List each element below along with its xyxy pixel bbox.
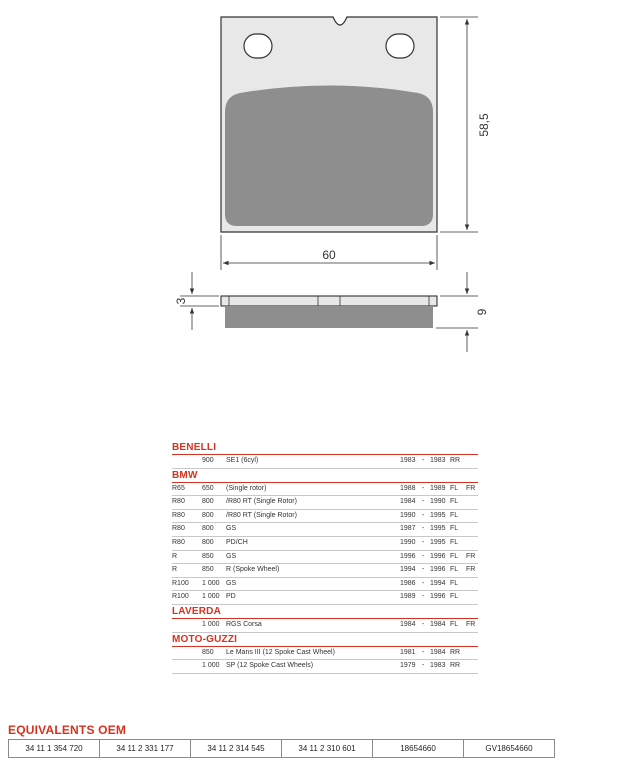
cell-from: 1986 [400,579,416,587]
cell-cc: 1 000 [202,579,220,587]
cell-to: 1983 [430,457,446,464]
cell-from: 1983 [400,457,416,464]
cell-desc: SE1 (6cyl) [226,457,259,464]
cell-from: 1988 [400,484,416,492]
cell-desc: GS [226,525,237,533]
year-range-dash: - [422,648,425,656]
oem-number: GV18654660 [464,740,555,758]
cell-pos2: FR [466,484,476,492]
year-range-dash: - [422,552,425,560]
cell-desc: GS [226,579,237,587]
cell-cc: 650 [202,484,214,492]
cell-to: 1990 [430,498,446,506]
oem-number: 18654660 [373,740,464,758]
cell-pos2: FR [466,620,476,628]
cell-desc: /R80 RT (Single Rotor) [226,511,297,519]
cell-model: R100 [172,579,189,587]
application-row [172,578,478,592]
cell-pos1: FL [450,566,459,574]
cell-to: 1996 [430,566,446,574]
cell-to: 1996 [430,593,446,601]
manufacturer-heading: BMW [172,469,478,483]
manufacturer-heading: BENELLI [172,441,478,455]
year-range-dash: - [422,484,425,492]
cell-cc: 800 [202,538,214,546]
application-row [172,523,478,537]
manufacturer-heading: LAVERDA [172,605,478,619]
plate-thickness-label: 3 [174,297,188,305]
application-row [172,455,478,469]
year-range-dash: - [422,498,425,506]
cell-model: R100 [172,593,189,601]
cell-pos1: FL [450,552,459,560]
cell-pos2: FR [466,552,476,560]
year-range-dash: - [422,662,425,670]
cell-to: 1983 [430,662,446,670]
cell-to: 1995 [430,511,446,519]
cell-model: R80 [172,498,185,506]
oem-row [9,740,555,758]
cell-to: 1995 [430,525,446,533]
cell-cc: 900 [202,457,214,464]
width-dimension-label: 60 [322,248,336,262]
cell-to: 1994 [430,579,446,587]
manufacturer-heading: MOTO-GUZZI [172,633,478,647]
cell-pos1: FL [450,484,459,492]
cell-model: R80 [172,538,185,546]
cell-from: 1981 [400,648,416,656]
cell-desc: PD [226,593,236,601]
cell-cc: 1 000 [202,662,220,670]
cell-to: 1989 [430,484,446,492]
friction-material-front [225,86,433,227]
application-row [172,647,478,661]
year-range-dash: - [422,511,425,519]
application-row [172,510,478,524]
application-row [172,591,478,605]
year-range-dash: - [422,620,425,628]
backing-plate-side [221,296,437,306]
application-row [172,619,478,633]
oem-number: 34 11 2 310 601 [282,740,373,758]
cell-pos2: FR [466,566,476,574]
application-row [172,496,478,510]
cell-desc: Le Mans III (12 Spoke Cast Wheel) [226,648,335,656]
cell-cc: 800 [202,498,214,506]
year-range-dash: - [422,579,425,587]
year-range-dash: - [422,593,425,601]
cell-to: 1996 [430,552,446,560]
year-range-dash: - [422,566,425,574]
year-range-dash: - [422,457,425,464]
cell-desc: R (Spoke Wheel) [226,566,280,574]
cell-desc: SP (12 Spoke Cast Wheels) [226,662,314,670]
application-row [172,551,478,565]
cell-to: 1984 [430,648,446,656]
mounting-hole-right [386,34,414,58]
cell-model: R80 [172,511,185,519]
cell-cc: 850 [202,648,214,656]
oem-number: 34 11 2 331 177 [100,740,191,758]
mounting-hole-left [244,34,272,58]
cell-cc: 850 [202,552,214,560]
oem-title: EQUIVALENTS OEM [8,723,127,737]
cell-to: 1984 [430,620,446,628]
cell-from: 1994 [400,566,416,574]
cell-desc: RGS Corsa [226,620,262,628]
cell-pos1: FL [450,620,459,628]
height-dimension-label: 58,5 [477,113,491,137]
application-row [172,537,478,551]
cell-model: R80 [172,525,185,533]
cell-from: 1979 [400,662,416,670]
year-range-dash: - [422,538,425,546]
cell-cc: 850 [202,566,214,574]
cell-pos1: FL [450,579,459,587]
total-thickness-label: 9 [475,308,489,316]
applications-table [172,441,478,674]
cell-cc: 800 [202,511,214,519]
cell-pos1: RR [450,648,461,656]
cell-from: 1984 [400,498,416,506]
cell-desc: GS [226,552,237,560]
cell-from: 1989 [400,593,416,601]
application-row [172,483,478,497]
cell-from: 1987 [400,525,416,533]
cell-to: 1995 [430,538,446,546]
cell-pos1: FL [450,498,459,506]
cell-cc: 800 [202,525,214,533]
cell-desc: (Single rotor) [226,484,267,492]
cell-from: 1984 [400,620,416,628]
cell-model: R [172,566,178,574]
cell-pos1: FL [450,525,459,533]
cell-pos1: FL [450,593,459,601]
cell-from: 1996 [400,552,416,560]
cell-cc: 1 000 [202,620,220,628]
cell-from: 1990 [400,511,416,519]
cell-from: 1990 [400,538,416,546]
cell-desc: /R80 RT (Single Rotor) [226,498,297,506]
oem-number: 34 11 2 314 545 [191,740,282,758]
cell-desc: PD/CH [226,538,248,546]
cell-pos1: RR [450,457,461,464]
cell-cc: 1 000 [202,593,220,601]
application-row [172,564,478,578]
cell-pos1: RR [450,662,461,670]
year-range-dash: - [422,525,425,533]
cell-pos1: FL [450,538,459,546]
friction-material-side [225,306,433,328]
application-row [172,660,478,674]
cell-model: R65 [172,484,185,492]
cell-pos1: FL [450,511,459,519]
cell-model: R [172,552,178,560]
oem-table [8,739,555,758]
oem-number: 34 11 1 354 720 [9,740,100,758]
